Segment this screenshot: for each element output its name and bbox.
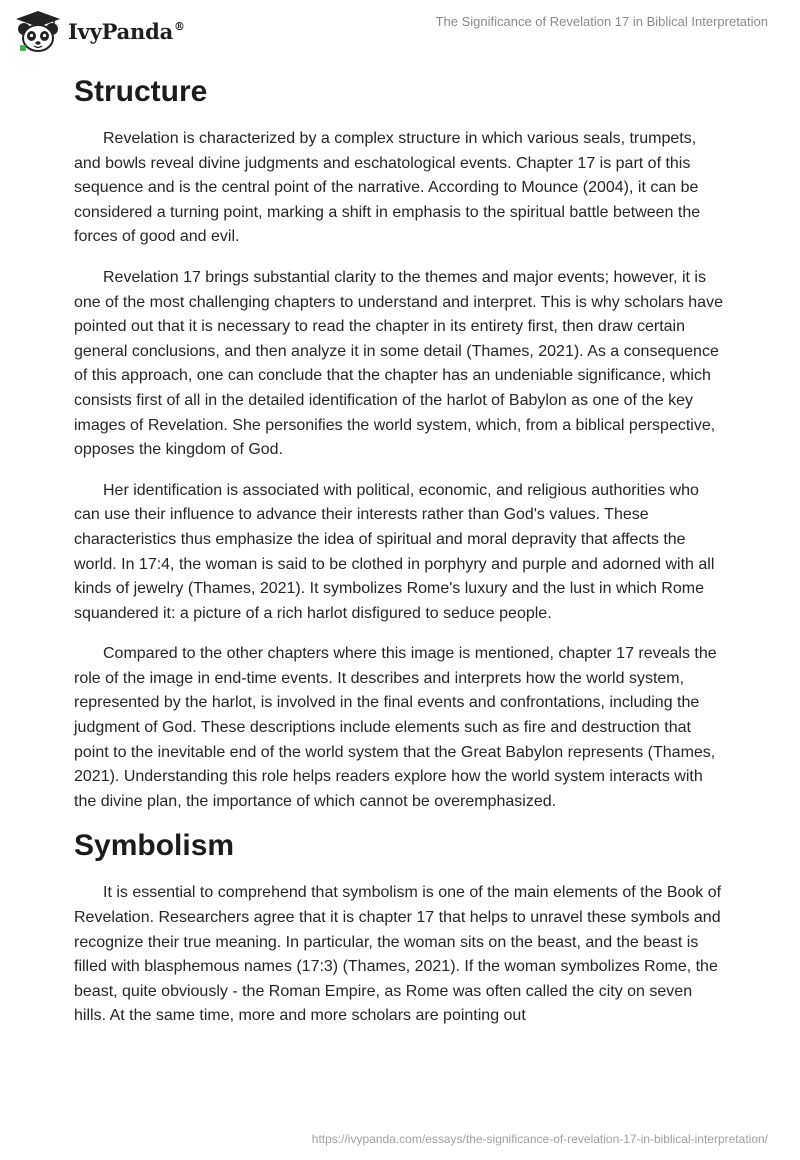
paragraph: It is essential to comprehend that symbolism is one of the main elements of the Book of Revelation. Researchers agree that it is chapter 17 that helps to unravel these symbols and recognize their true meaning. In particular, the woman sits on the beast, and the beast is filled with blasphemous names (17:3) (Thames, 2021). If the woman symbolizes Rome, the beast, quite obviously - the Roman Empire, as Rome was often called the city on seven hills. At the same time, more and more scholars are pointing out [74,884,722,1025]
section-heading: Structure [74,75,208,108]
source-url[interactable]: https://ivypanda.com/essays/the-significance-of-revelation-17-in-biblical-interpretation/ [311,1132,768,1146]
section-symbolism [74,824,726,1029]
page-header [0,0,800,60]
brand-logo[interactable] [14,9,185,53]
paragraph: Revelation is characterized by a complex structure in which various seals, trumpets, and bowls reveal divine judgments and eschatological events. Chapter 17 is part of this sequence and is the central point of the narrative. According to Mounce (2004), it can be considered a turning point, marking a shift in emphasis to the spiritual battle between the forces of good and evil. [74,130,701,246]
section-heading: Symbolism [74,829,235,863]
panda-graduate-icon [14,9,62,53]
article-body [74,70,726,1029]
paragraph: Her identification is associated with political, economic, and religious authorities who can use their influence to advance their interests rather than God's values. These characteristics thus emphasize the idea of spiritual and moral depravity that affects the world. In 17:4, the woman is said to be clothed in porphyry and purple and adorned with all kinds of jewelry (Thames, 2021). It symbolizes Rome's luxury and the lust in which Rome squandered it: a picture of a rich harlot disfigured to seduce people. [74,481,715,622]
paragraph: Revelation 17 brings substantial clarity to the themes and major events; however, it is one of the most challenging chapters to understand and interpret. This is why scholars have pointed out that it is necessary to read the chapter in its entirety first, then draw certain general conclusions, and then analyze it in some detail (Thames, 2021). As a consequence of this approach, one can conclude that the chapter has an undeniable significance, which consists first of all in the detailed identification of the harlot of Babylon as one of the key images of Revelation. She personifies the world system, which, from a biblical perspective, opposes the kingdom of God. [74,268,723,459]
paragraph: Compared to the other chapters where this image is mentioned, chapter 17 reveals the role of the image in end-time events. It describes and interprets how the world system, represented by the harlot, is involved in the final events and confrontations, including the judgment of God. These descriptions include elements such as fire and destruction that point to the inevitable end of the world system that the Great Babylon represents (Thames, 2021). Understanding this role helps readers explore how the world system interacts with the divine plan, the importance of which cannot be overemphasized. [74,645,717,810]
section-structure [74,70,726,814]
document-title: The Significance of Revelation 17 in Biblical Interpretation [435,14,768,29]
brand-name: IvyPanda® [68,18,185,44]
